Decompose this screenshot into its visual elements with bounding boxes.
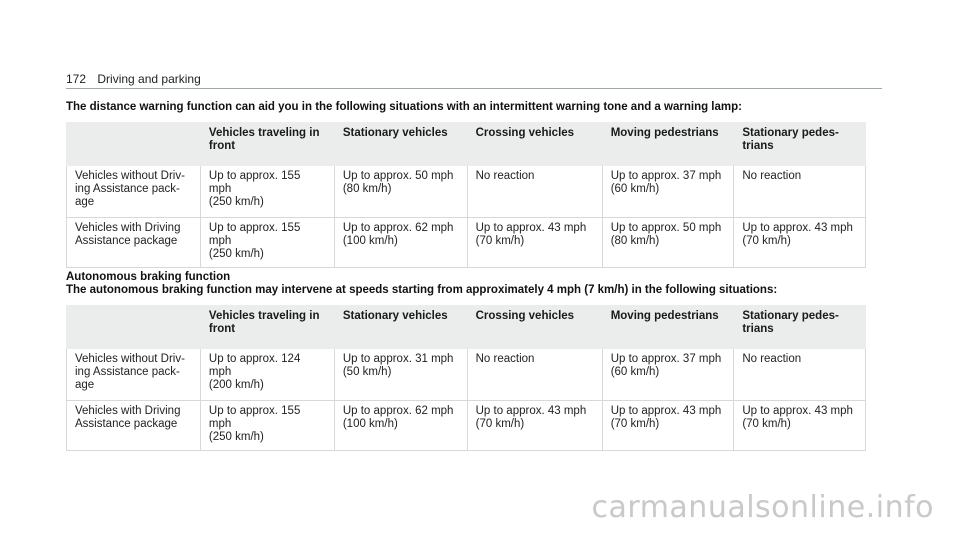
column-header: Stationary vehicles — [334, 123, 467, 166]
column-header: Crossing vehicles — [467, 123, 602, 166]
column-header: Moving pedestrians — [602, 306, 734, 349]
column-header: Vehicles traveling in front — [200, 123, 334, 166]
autonomous-braking-intro: The autonomous braking function may intervene at speeds starting from approximately 4 mph (7 km/h) in the following situations: — [66, 284, 778, 296]
column-header: Vehicles traveling in front — [200, 306, 334, 349]
watermark: carmanualsonline.info — [591, 490, 934, 525]
table-cell: Up to approx. 37 mph (60 km/h) — [602, 166, 734, 218]
table-cell: Up to approx. 124 mph (200 km/h) — [200, 349, 334, 401]
table-cell: Up to approx. 50 mph (80 km/h) — [602, 218, 734, 268]
table-cell: Vehicles without Driv- ing Assistance pack- age — [67, 166, 201, 218]
column-header: Stationary pedes- trians — [734, 306, 866, 349]
column-header — [67, 123, 201, 166]
column-header: Crossing vehicles — [467, 306, 602, 349]
table-cell: Up to approx. 43 mph (70 km/h) — [734, 218, 866, 268]
table-cell: Vehicles with Driving Assistance package — [67, 218, 201, 268]
table-cell: Up to approx. 43 mph (70 km/h) — [602, 401, 734, 451]
table-cell: Up to approx. 43 mph (70 km/h) — [734, 401, 866, 451]
autonomous-braking-table — [66, 305, 866, 451]
distance-warning-table — [66, 122, 866, 268]
table-cell: Vehicles with Driving Assistance package — [67, 401, 201, 451]
page-number: 172 — [66, 72, 87, 86]
table-cell: Vehicles without Driv- ing Assistance pack- age — [67, 349, 201, 401]
table-cell: No reaction — [467, 349, 602, 401]
section-title: Driving and parking — [97, 72, 201, 86]
table-row — [67, 401, 866, 451]
header-rule — [66, 88, 882, 89]
table-cell: Up to approx. 37 mph (60 km/h) — [602, 349, 734, 401]
table-row — [67, 349, 866, 401]
table-cell: No reaction — [734, 349, 866, 401]
column-header: Stationary vehicles — [334, 306, 467, 349]
autonomous-braking-heading: Autonomous braking function — [66, 271, 231, 283]
table-cell: Up to approx. 62 mph (100 km/h) — [334, 401, 467, 451]
table-header-row — [67, 306, 866, 349]
page-header — [66, 72, 201, 86]
distance-warning-intro: The distance warning function can aid you in the following situations with an intermittent warning tone and a warning lamp: — [66, 101, 742, 113]
table-cell: Up to approx. 43 mph (70 km/h) — [467, 401, 602, 451]
table-cell: Up to approx. 50 mph (80 km/h) — [334, 166, 467, 218]
table-cell: No reaction — [467, 166, 602, 218]
column-header — [67, 306, 201, 349]
table-row — [67, 218, 866, 268]
table-header-row — [67, 123, 866, 166]
table-row — [67, 166, 866, 218]
table-cell: Up to approx. 155 mph (250 km/h) — [200, 166, 334, 218]
table-cell: Up to approx. 43 mph (70 km/h) — [467, 218, 602, 268]
column-header: Moving pedestrians — [602, 123, 734, 166]
table-cell: Up to approx. 31 mph (50 km/h) — [334, 349, 467, 401]
table-cell: Up to approx. 155 mph (250 km/h) — [200, 218, 334, 268]
table-cell: Up to approx. 62 mph (100 km/h) — [334, 218, 467, 268]
column-header: Stationary pedes- trians — [734, 123, 866, 166]
table-cell: Up to approx. 155 mph (250 km/h) — [200, 401, 334, 451]
table-cell: No reaction — [734, 166, 866, 218]
